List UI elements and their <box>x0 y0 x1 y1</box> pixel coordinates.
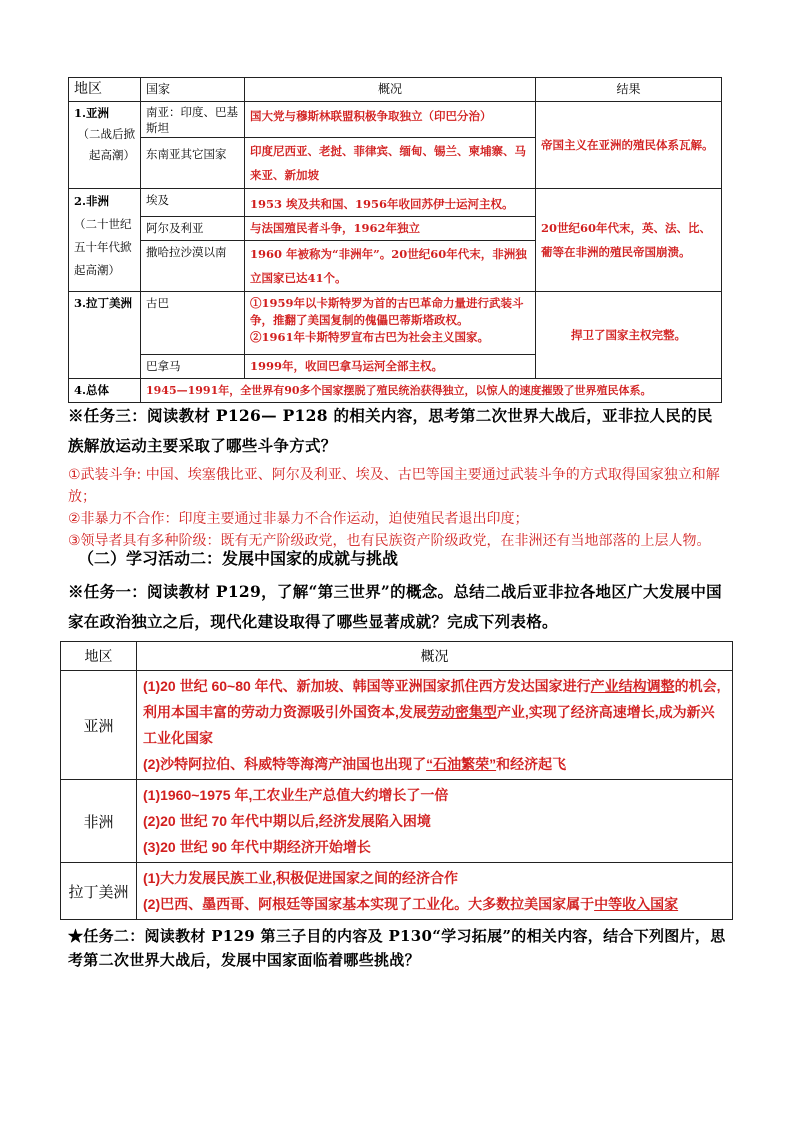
country-cell: 南亚：印度、巴基斯坦 <box>141 102 245 138</box>
text-segment: 和经济起飞 <box>496 756 567 772</box>
region-label: 2.非洲 <box>74 194 110 208</box>
overview-cell: 国大党与穆斯林联盟积极争取独立（印巴分治） <box>245 102 536 138</box>
country-cell: 东南亚其它国家 <box>141 138 245 189</box>
achievements-table <box>60 641 733 920</box>
task3-question: ※任务三：阅读教材 P126— P128 的相关内容，思考第二次世界大战后，亚非拉人民的民族解放运动主要采取了哪些斗争方式？ <box>68 406 713 455</box>
overview-cell: 1953 埃及共和国、1956年收回苏伊士运河主权。 <box>245 189 536 217</box>
underlined-term: “石油繁荣” <box>426 756 497 772</box>
task3-answers <box>68 464 728 552</box>
header-result: 结果 <box>536 78 722 102</box>
overview-line: (3)20 世纪 90 年代中期经济开始增长 <box>143 839 371 855</box>
overview-cell <box>137 863 733 920</box>
header-region: 地区 <box>61 642 137 671</box>
overview-line: (1)大力发展民族工业,积极促进国家之间的经济合作 <box>143 870 458 886</box>
region-asia <box>69 102 141 189</box>
region-label: 1.亚洲 <box>74 106 110 120</box>
region-label: （二十世纪 <box>74 217 132 231</box>
overview-cell: 1999年，收回巴拿马运河全部主权。 <box>245 355 536 379</box>
text-segment: (2)巴西、墨西哥、阿根廷等国家基本实现了工业化。大多数拉美国家属于 <box>143 896 595 912</box>
region-latin-america: 3.拉丁美洲 <box>69 292 141 379</box>
header-country: 国家 <box>141 78 245 102</box>
underlined-term: 产业结构调整 <box>590 678 675 694</box>
table-header-row <box>69 78 722 102</box>
overview-cell: 1945—1991年，全世界有90多个国家摆脱了殖民统治获得独立，以惊人的速度摧毁了世界殖民体系。 <box>141 379 722 403</box>
overview-cell: 与法国殖民者斗争，1962年独立 <box>245 217 536 241</box>
result-cell: 帝国主义在亚洲的殖民体系瓦解。 <box>536 102 722 189</box>
country-cell: 埃及 <box>141 189 245 217</box>
region-africa: 非洲 <box>61 780 137 863</box>
overview-cell: 1960 年被称为“非洲年”。20世纪60年代末，非洲独立国家已达41个。 <box>245 241 536 292</box>
answer-line: ②非暴力不合作：印度主要通过非暴力不合作运动，迫使殖民者退出印度； <box>68 511 529 527</box>
overview-line <box>143 751 726 777</box>
overview-cell <box>137 780 733 863</box>
region-latin-america: 拉丁美洲 <box>61 863 137 920</box>
table-row <box>69 292 722 355</box>
overview-line: ①1959年以卡斯特罗为首的古巴革命力量进行武装斗争，推翻了美国复制的傀儡巴蒂斯塔政权。 <box>250 296 524 327</box>
overview-cell: 印度尼西亚、老挝、菲律宾、缅甸、锡兰、柬埔寨、马来亚、新加坡 <box>245 138 536 189</box>
header-overview: 概况 <box>245 78 536 102</box>
task2-question: ★任务二：阅读教材 P129 第三子目的内容及 P130“学习拓展”的相关内容，结合下列图片，思考第二次世界大战后，发展中国家面临着哪些挑战？ <box>68 927 726 969</box>
region-total: 4.总体 <box>69 379 141 403</box>
text-segment: 的机会,利用本国丰富的劳动力资源吸引外国资本,发展 <box>143 678 721 720</box>
decolonization-table <box>68 77 722 403</box>
overview-line: (1)1960~1975 年,工农业生产总值大约增长了一倍 <box>143 787 449 803</box>
table-row <box>61 780 733 863</box>
header-region: 地区 <box>69 78 141 102</box>
text-segment: (1)20 世纪 60~80 年代、新加坡、韩国等亚洲国家抓住西方发达国家进行 <box>143 678 591 694</box>
region-label: 起高潮） <box>89 148 135 162</box>
table-header-row <box>61 642 733 671</box>
table-row <box>69 102 722 138</box>
answer-line: ③领导者具有多种阶级：既有无产阶级政党，也有民族资产阶级政党，在非洲还有当地部落的上层人物。 <box>68 533 711 549</box>
underlined-term: 中等收入国家 <box>594 896 679 912</box>
answer-line: ①武装斗争: 中国、埃塞俄比亚、阿尔及利亚、埃及、古巴等国主要通过武装斗争的方式取得国家独立和解放； <box>68 467 720 505</box>
overview-line: (2)20 世纪 70 年代中期以后,经济发展陷入困境 <box>143 813 431 829</box>
overview-cell <box>245 292 536 355</box>
task1-question: ※任务一：阅读教材 P129，了解“第三世界”的概念。总结二战后亚非拉各地区广大发展中国家在政治独立之后，现代化建设取得了哪些显著成就？完成下列表格。 <box>68 582 722 631</box>
header-overview: 概况 <box>137 642 733 671</box>
region-africa <box>69 189 141 292</box>
overview-line: ②1961年卡斯特罗宣布古巴为社会主义国家。 <box>250 330 490 344</box>
text-segment: 产业,实现了经济高速增长,成为新兴工业化国家 <box>143 704 715 746</box>
country-cell: 撒哈拉沙漠以南 <box>141 241 245 292</box>
overview-cell <box>137 671 733 780</box>
table-row <box>61 671 733 780</box>
table-row <box>69 189 722 217</box>
overview-line <box>143 673 726 751</box>
region-label: 起高潮） <box>74 263 120 277</box>
country-cell: 古巴 <box>141 292 245 355</box>
overview-line <box>143 891 726 917</box>
country-cell: 阿尔及利亚 <box>141 217 245 241</box>
result-cell: 捍卫了国家主权完整。 <box>536 292 722 379</box>
text-segment: (2)沙特阿拉伯、科威特等海湾产油国也出现了 <box>143 756 427 772</box>
region-asia: 亚洲 <box>61 671 137 780</box>
result-cell: 20世纪60年代末，英、法、比、葡等在非洲的殖民帝国崩溃。 <box>536 189 722 292</box>
underlined-term: 劳动密集型 <box>426 704 497 720</box>
section-heading: （二）学习活动二：发展中国家的成就与挑战 <box>78 549 399 568</box>
country-cell: 巴拿马 <box>141 355 245 379</box>
table-row <box>69 379 722 403</box>
region-label: 五十年代掀 <box>74 240 132 254</box>
region-label: （二战后掀 <box>77 127 135 141</box>
table-row <box>61 863 733 920</box>
